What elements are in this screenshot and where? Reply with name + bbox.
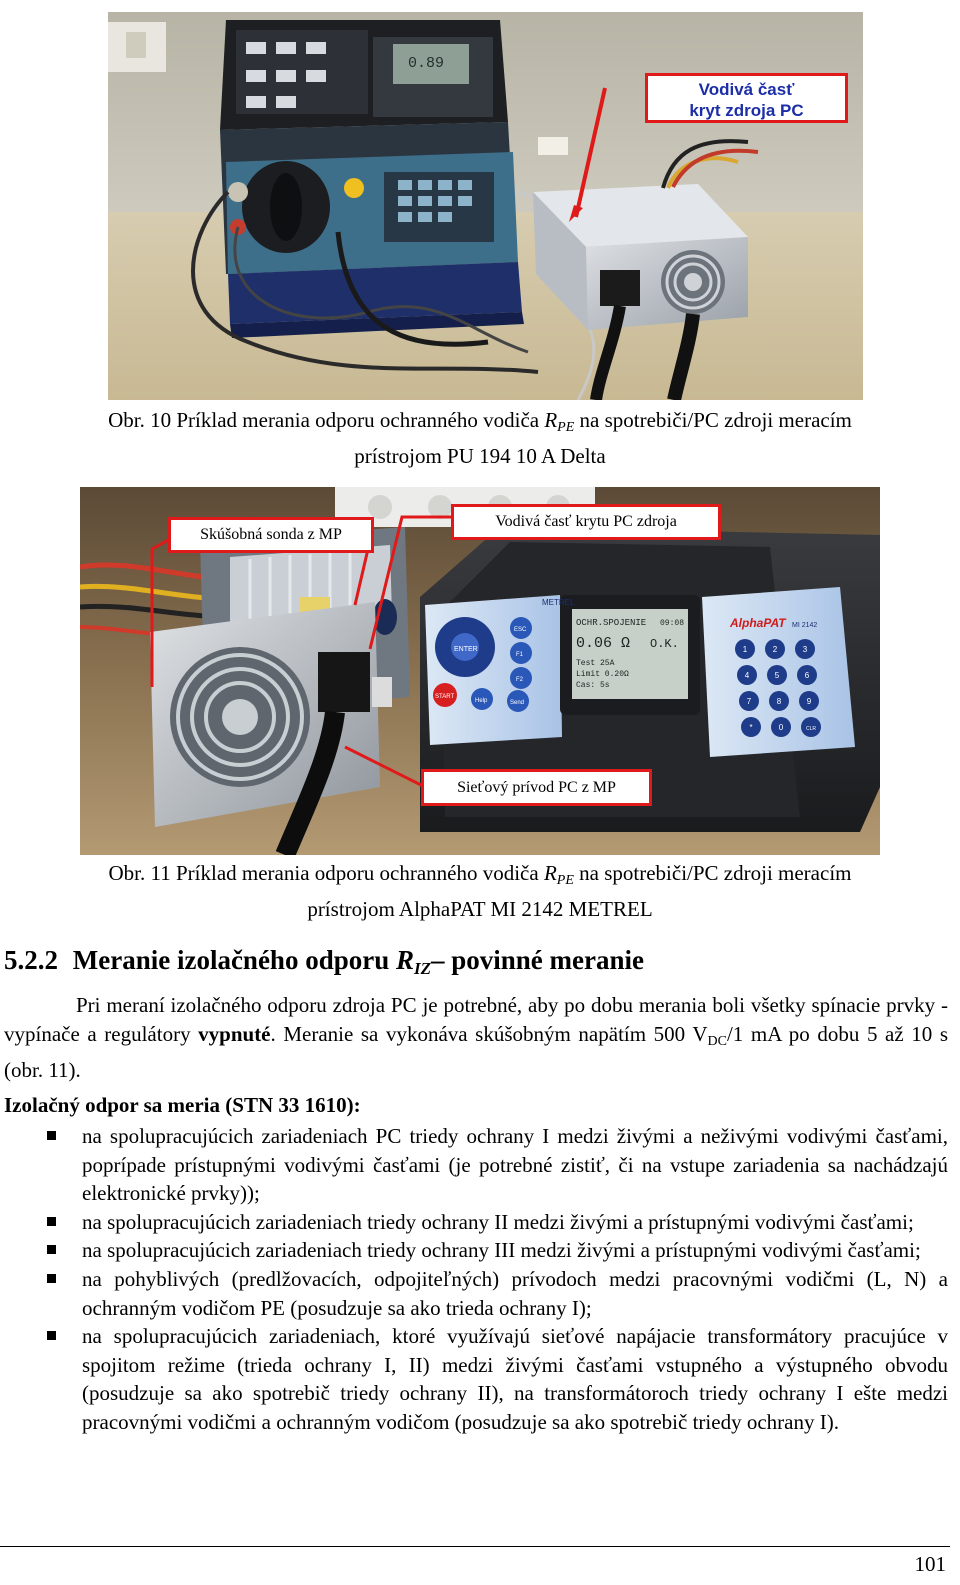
svg-text:ENTER: ENTER	[454, 646, 478, 653]
callout-line-1: Vodivá časť	[698, 80, 795, 99]
svg-text:MI 2142: MI 2142	[792, 622, 818, 629]
list-item	[0, 1208, 948, 1237]
footer-rule	[0, 1546, 950, 1547]
figure-10-image	[108, 12, 863, 400]
keypad-key-label: 1	[742, 645, 748, 654]
svg-text:METREL: METREL	[542, 598, 575, 607]
section-heading	[4, 945, 644, 979]
svg-text:START: START	[435, 694, 455, 700]
page-number: 101	[914, 1552, 946, 1576]
figure-10-caption	[20, 406, 940, 471]
keypad-key-label: 6	[804, 671, 810, 680]
caption-line-2: prístrojom AlphaPAT MI 2142 METREL	[307, 897, 653, 921]
list-item	[0, 1122, 948, 1208]
keypad-key-label: *	[749, 723, 753, 732]
svg-text:F2: F2	[516, 677, 524, 683]
svg-text:Cas: 5s: Cas: 5s	[576, 681, 610, 690]
section-number: 5.2.2	[4, 945, 58, 975]
figure-10-photo	[108, 12, 863, 400]
list-item-text: na spolupracujúcich zariadeniach, ktoré využívajú sieťové napájacie transformátory pracujúce v spojitom režime (trieda ochrany I, II) medzi živými časťami vstupného a výstupného obvodu (posudzuje sa ako spotrebič triedy ochrany II), na transformátoroch triedy ochrany I ešte medzi pracovnými vodičmi a ochranným vodičom (posudzuje sa ako spotrebič triedy ochrany I).	[82, 1324, 948, 1434]
callout-probe: Skúšobná sonda z MP	[168, 517, 374, 553]
bullet-square-icon	[47, 1217, 56, 1226]
bullet-square-icon	[47, 1245, 56, 1254]
svg-text:0.06 Ω: 0.06 Ω	[576, 635, 631, 652]
list-item-text: na pohyblivých (predlžovacích, odpojiteľných) prívodoch medzi pracovnými vodičmi (L, N) a ochranným vodičom PE (posudzuje sa ako trieda ochrany I);	[82, 1266, 948, 1320]
caption-line-1: Obr. 11 Príklad merania odporu ochranného vodiča $R_{PE}$ na spotrebiči/PC zdroji meracím	[108, 861, 852, 888]
keypad-key-label: 2	[772, 645, 778, 654]
list-item	[0, 1322, 948, 1436]
section-paragraph: Pri meraní izolačného odporu zdroja PC je potrebné, aby po dobu merania boli všetky spínacie prvky - vypínače a regulátory vypnuté. Meranie sa vykonáva skúšobným napätím 500 VDC/1 mA po dobu 5 až 10 s (obr. 11).	[4, 993, 948, 1082]
svg-text:Send: Send	[510, 700, 525, 706]
keypad-key-label: 7	[746, 697, 752, 706]
list-item-text: na spolupracujúcich zariadeniach PC triedy ochrany I medzi živými a neživými vodivými časťami, poprípade prístupnými vodivými časťami (je potrebné zistiť, či na vstupe zariadenia sa nachádzajú elektronické prvky));	[82, 1124, 948, 1206]
svg-text:Help: Help	[475, 698, 488, 704]
svg-text:AlphaPAT: AlphaPAT	[730, 616, 786, 630]
list-item	[0, 1236, 948, 1265]
figure-11-caption	[20, 859, 940, 924]
list-item-text: na spolupracujúcich zariadeniach triedy ochrany III medzi živými a prístupnými vodivými časťami;	[82, 1238, 921, 1263]
caption-line-2: prístrojom PU 194 10 A Delta	[354, 444, 606, 468]
keypad-key-label: 9	[806, 697, 812, 706]
list-title: Izolačný odpor sa meria (STN 33 1610):	[4, 1093, 361, 1117]
svg-text:09:08: 09:08	[660, 619, 685, 628]
svg-text:O.K.: O.K.	[650, 637, 679, 651]
svg-text:ESC: ESC	[514, 627, 527, 633]
callout-cover: Vodivá časť krytu PC zdroja	[451, 504, 721, 540]
caption-line-1: Obr. 10 Príklad merania odporu ochranného vodiča $R_{PE}$ na spotrebiči/PC zdroji meracím	[108, 408, 852, 435]
keypad-key-label: CLR	[805, 726, 817, 732]
keypad-key-label: 0	[778, 723, 784, 732]
callout-conductive-part	[645, 73, 848, 123]
bullet-square-icon	[47, 1131, 56, 1140]
insulation-list	[0, 1122, 948, 1437]
bullet-square-icon	[47, 1331, 56, 1340]
keypad-key-label: 8	[776, 697, 782, 706]
list-item	[0, 1265, 948, 1322]
bullet-square-icon	[47, 1274, 56, 1283]
keypad-key-label: 3	[802, 645, 808, 654]
section-title: Meranie izolačného odporu RIZ– povinné meranie	[72, 945, 644, 978]
keypad-key-label: 5	[774, 671, 780, 680]
keypad-key-label: 4	[744, 671, 750, 680]
svg-text:F1: F1	[516, 652, 524, 658]
svg-text:Limit 0.20Ω: Limit 0.20Ω	[576, 670, 629, 679]
callout-supply: Sieťový prívod PC z MP	[421, 769, 652, 806]
list-item-text: na spolupracujúcich zariadeniach triedy ochrany II medzi živými a prístupnými vodivými časťami;	[82, 1209, 914, 1234]
svg-text:0.89: 0.89	[408, 55, 445, 72]
svg-text:OCHR.SPOJENIE: OCHR.SPOJENIE	[576, 618, 647, 628]
callout-line-2: kryt zdroja PC	[689, 101, 804, 120]
svg-text:Test 25A: Test 25A	[576, 659, 615, 668]
